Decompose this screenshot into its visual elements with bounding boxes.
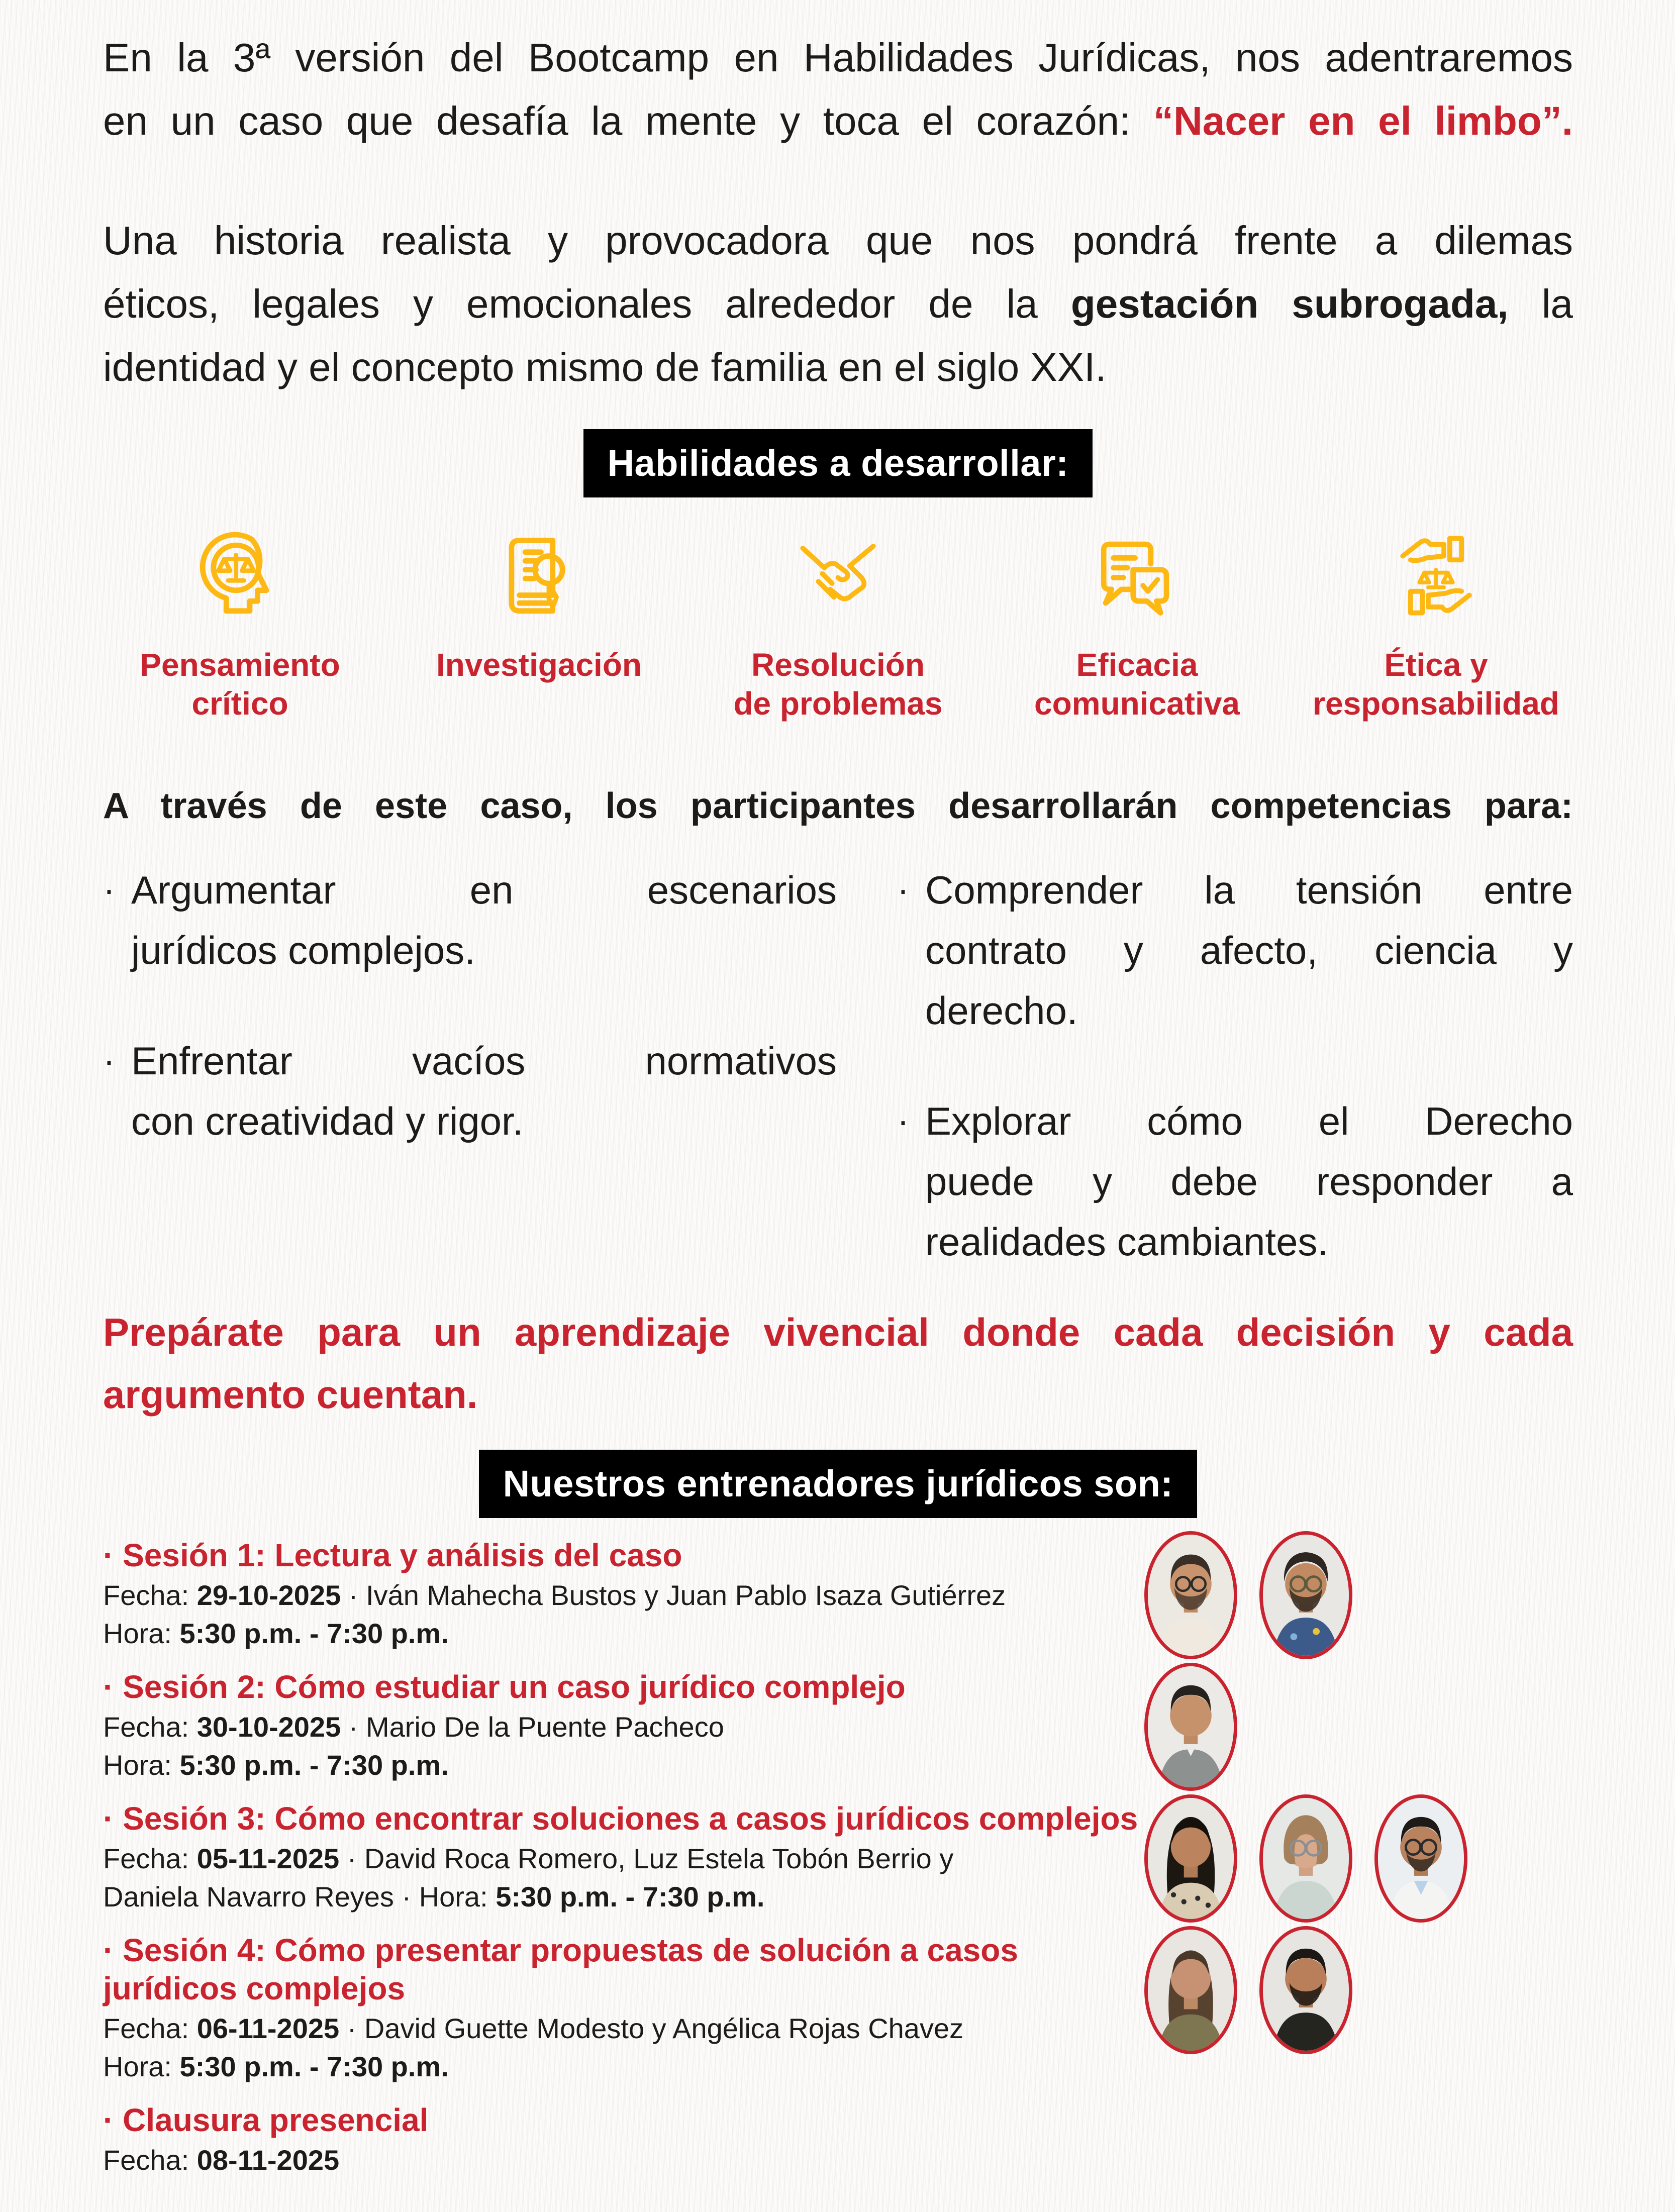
bullet-dot: · (897, 870, 909, 910)
trainer-avatar (1259, 1926, 1352, 2054)
session-avatars (1144, 1926, 1352, 2054)
session-title: · Sesión 2: Cómo estudiar un caso jurídico complejo (103, 1669, 906, 1705)
trainer-avatar (1259, 1531, 1352, 1659)
closing-session (103, 2101, 1573, 2177)
skill-label: Ética y responsabilidad (1313, 647, 1559, 722)
fecha-label: Fecha: (103, 1579, 197, 1611)
avatar-photo (1148, 1666, 1234, 1787)
session-hora-line (103, 2050, 1138, 2084)
trainer-names: Daniela Navarro Reyes (103, 1881, 394, 1913)
trainer-names: Mario De la Puente Pacheco (365, 1711, 724, 1743)
skill-ethics (1299, 527, 1573, 723)
cta-paragraph: Prepárate para un aprendizaje vivencial donde cada decisión y cada argumento cuentan. (103, 1310, 1573, 1417)
handshake-icon (789, 527, 887, 625)
sessions-list (103, 1536, 1573, 2177)
avatar-photo (1148, 1930, 1234, 2051)
fecha-value: 05-11-2025 (196, 1843, 340, 1874)
competencies-columns (103, 860, 1573, 1272)
intro-line (103, 89, 1573, 153)
skills-banner-row (103, 429, 1573, 497)
avatar-photo (1263, 1798, 1349, 1919)
intro-text: en un caso que desafía la mente y toca el corazón: (103, 98, 1154, 143)
bullet-item: · Explorar cómo el Derecho puede y debe responder a realidades cambiantes. (897, 1091, 1573, 1272)
skill-problem-solving (701, 527, 975, 723)
description-line (103, 272, 1573, 336)
fecha-value: 30-10-2025 (196, 1711, 341, 1743)
trainer-avatar (1374, 1794, 1467, 1923)
avatar-photo (1378, 1798, 1464, 1919)
description-line: identidad y el concepto mismo de familia en el siglo XXI. (103, 345, 1107, 389)
intro-line: En la 3ª versión del Bootcamp en Habilidades Jurídicas, nos adentraremos (103, 35, 1573, 80)
description-text: la (1508, 281, 1573, 326)
separator-dot: · (339, 2013, 364, 2044)
head-scales-icon (191, 527, 289, 625)
bullet-item: · Argumentar en escenarios jurídicos complejos. (103, 860, 837, 980)
separator-dot: · (341, 1711, 366, 1743)
bullet-dot: · (103, 870, 115, 910)
chat-check-icon (1088, 527, 1186, 625)
bullet-item: · Enfrentar vacíos normativos con creatividad y rigor. (103, 1031, 837, 1151)
bullet-column-right (897, 860, 1573, 1272)
session-names-hora-line (103, 1880, 1138, 1914)
fecha-label: Fecha: (103, 2144, 197, 2176)
separator-dot: · (393, 1881, 419, 1913)
trainers-banner-row (103, 1450, 1573, 1518)
trainer-avatar (1144, 1663, 1237, 1791)
document-magnifier-icon (490, 527, 588, 625)
surrogacy-bold-text: gestación subrogada, (1070, 281, 1509, 326)
session-avatars (1144, 1794, 1467, 1923)
session-title: · Sesión 3: Cómo encontrar soluciones a casos jurídicos complejos (103, 1800, 1138, 1837)
session-hora-line (103, 1617, 1138, 1651)
competencies-heading: A través de este caso, los participantes desarrollarán competencias para: (103, 786, 1573, 826)
fecha-label: Fecha: (103, 1711, 197, 1743)
skill-communication (1000, 527, 1274, 723)
session-title: · Sesión 4: Cómo presentar propuestas de solución a casos jurídicos complejos (103, 1932, 1027, 2006)
session-hora-line (103, 1748, 1138, 1782)
bullet-item: · Comprender la tensión entre contrato y afecto, ciencia y derecho. (897, 860, 1573, 1041)
description-text: éticos, legales y emocionales alrededor de la (103, 281, 1071, 326)
session-1 (103, 1536, 1573, 1651)
skill-research (402, 527, 676, 723)
trainer-avatar (1144, 1531, 1237, 1659)
hora-label: Hora: (103, 1618, 180, 1649)
avatar-photo (1148, 1798, 1234, 1919)
bullet-dot: · (103, 1041, 115, 1081)
skill-label: Pensamiento crítico (140, 647, 340, 722)
trainer-avatar (1144, 1926, 1237, 2054)
hora-label: Hora: (419, 1881, 496, 1913)
trainers-banner: Nuestros entrenadores jurídicos son: (479, 1450, 1198, 1518)
fecha-value: 29-10-2025 (196, 1579, 341, 1611)
session-2 (103, 1668, 1573, 1782)
trainer-avatar (1259, 1794, 1352, 1923)
fecha-label: Fecha: (103, 2013, 197, 2044)
session-title: · Sesión 1: Lectura y análisis del caso (103, 1537, 682, 1573)
hands-scales-icon (1387, 527, 1485, 625)
intro-paragraph (103, 26, 1573, 153)
avatar-photo (1263, 1535, 1349, 1656)
fecha-value: 06-11-2025 (196, 2013, 340, 2044)
session-fecha-line (103, 2012, 1138, 2046)
hora-value: 5:30 p.m. - 7:30 p.m. (496, 1881, 765, 1913)
session-fecha-line (103, 1710, 1138, 1744)
separator-dot: · (339, 1843, 364, 1874)
fecha-label: Fecha: (103, 1843, 197, 1874)
avatar-photo (1263, 1930, 1349, 2051)
bullet-dot: · (897, 1101, 909, 1141)
description-line: Una historia realista y provocadora que nos pondrá frente a dilemas (103, 218, 1573, 263)
skill-label: Resolución de problemas (733, 647, 943, 722)
trainer-names: Iván Mahecha Bustos y Juan Pablo Isaza Gutiérrez (365, 1579, 1006, 1611)
skills-banner: Habilidades a desarrollar: (583, 429, 1093, 497)
bullet-column-left (103, 860, 837, 1272)
trainer-avatar (1144, 1794, 1237, 1923)
skill-label: Investigación (436, 647, 642, 683)
case-title-highlight: “Nacer en el limbo”. (1153, 98, 1573, 143)
hora-value: 5:30 p.m. - 7:30 p.m. (179, 1618, 449, 1649)
hora-value: 5:30 p.m. - 7:30 p.m. (179, 1749, 449, 1781)
skill-critical-thinking (103, 527, 377, 723)
session-fecha-line (103, 2143, 1138, 2177)
separator-dot: · (341, 1579, 366, 1611)
session-avatars (1144, 1531, 1352, 1659)
skill-label: Eficacia comunicativa (1034, 647, 1240, 722)
session-fecha-line (103, 1578, 1138, 1613)
session-3 (103, 1799, 1573, 1914)
session-4 (103, 1931, 1573, 2084)
hora-label: Hora: (103, 1749, 180, 1781)
session-avatars (1144, 1663, 1237, 1791)
skills-row (103, 527, 1573, 723)
hora-label: Hora: (103, 2051, 180, 2082)
trainer-names: David Roca Romero, Luz Estela Tobón Berrio y (364, 1843, 954, 1874)
session-fecha-line (103, 1842, 1138, 1876)
session-title: · Clausura presencial (103, 2102, 429, 2138)
description-paragraph (103, 209, 1573, 399)
trainer-names: David Guette Modesto y Angélica Rojas Chavez (364, 2013, 964, 2044)
avatar-photo (1148, 1535, 1234, 1656)
fecha-value: 08-11-2025 (196, 2144, 340, 2176)
hora-value: 5:30 p.m. - 7:30 p.m. (179, 2051, 449, 2082)
